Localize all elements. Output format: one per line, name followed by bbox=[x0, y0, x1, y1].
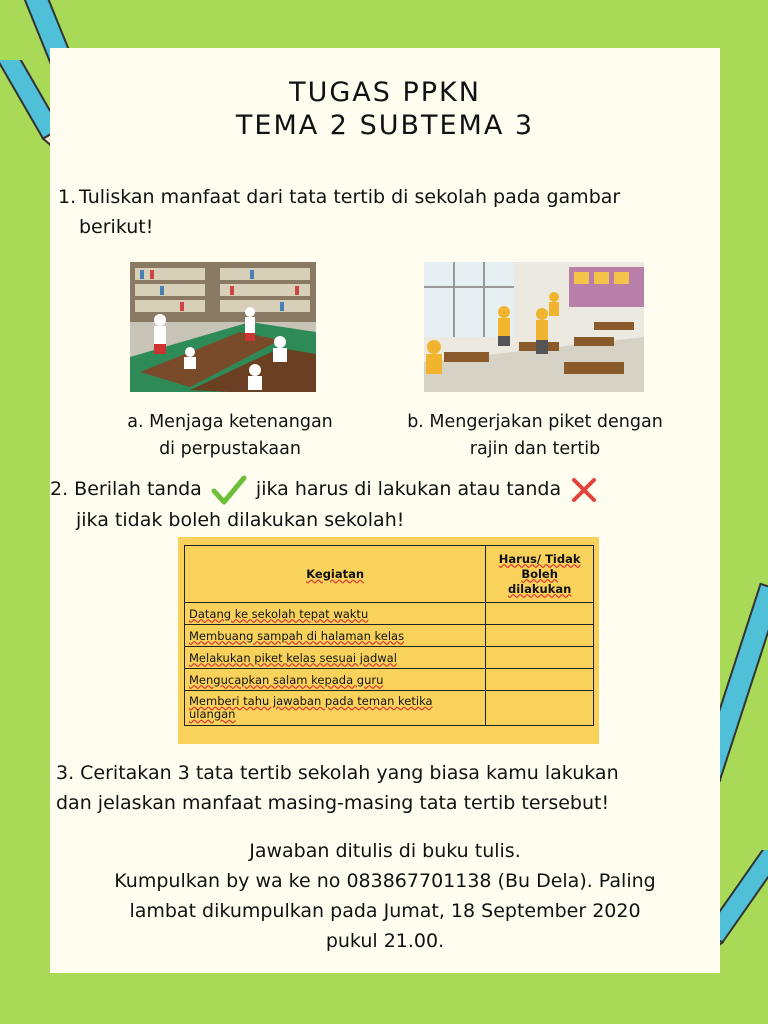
caption-b: b. Mengerjakan piket dengan rajin dan tertib bbox=[407, 412, 663, 459]
table-row bbox=[185, 669, 594, 691]
activity-cell: Membuang sampah di halaman kelas bbox=[185, 625, 486, 647]
answer-cell[interactable] bbox=[486, 647, 594, 669]
activity-cell: Melakukan piket kelas sesuai jadwal bbox=[185, 647, 486, 669]
cross-icon bbox=[570, 476, 598, 504]
answer-cell[interactable] bbox=[486, 625, 594, 647]
worksheet-card bbox=[50, 48, 720, 973]
question-2: 2. Berilah tanda jika harus di lakukan atau tanda jika tidak boleh dilakukan sekolah! bbox=[50, 474, 710, 535]
activity-table bbox=[184, 545, 594, 726]
header-harus: Harus/ Tidak Boleh dilakukan bbox=[486, 546, 594, 603]
activity-cell: Datang ke sekolah tepat waktu bbox=[185, 603, 486, 625]
activity-table-container bbox=[178, 537, 599, 744]
table-row bbox=[185, 603, 594, 625]
question-1: 1. Tuliskan manfaat dari tata tertib di sekolah pada gambar berikut! bbox=[58, 186, 621, 238]
submission-note: Jawaban ditulis di buku tulis. Kumpulkan by wa ke no 083867701138 (Bu Dela). Paling lambat dikumpulkan pada Jumat, 18 September 2020 pukul 21.00. bbox=[114, 840, 656, 952]
table-header-row bbox=[185, 546, 594, 603]
table-row bbox=[185, 625, 594, 647]
classroom-photo bbox=[424, 262, 644, 392]
table-row bbox=[185, 691, 594, 726]
question-3: 3. Ceritakan 3 tata tertib sekolah yang biasa kamu lakukan dan jelaskan manfaat masing-masing tata tertib tersebut! bbox=[56, 762, 619, 814]
library-photo bbox=[130, 262, 316, 392]
activity-cell: Memberi tahu jawaban pada teman ketika ulangan bbox=[185, 691, 486, 726]
activity-cell: Mengucapkan salam kepada guru bbox=[185, 669, 486, 691]
checkmark-icon bbox=[211, 475, 247, 505]
table-row bbox=[185, 647, 594, 669]
answer-cell[interactable] bbox=[486, 603, 594, 625]
answer-cell[interactable] bbox=[486, 691, 594, 726]
answer-cell[interactable] bbox=[486, 669, 594, 691]
header-kegiatan: Kegiatan bbox=[185, 546, 486, 603]
page-title: TUGAS PPKN TEMA 2 SUBTEMA 3 bbox=[235, 77, 535, 141]
caption-a: a. Menjaga ketenangan di perpustakaan bbox=[127, 412, 333, 459]
